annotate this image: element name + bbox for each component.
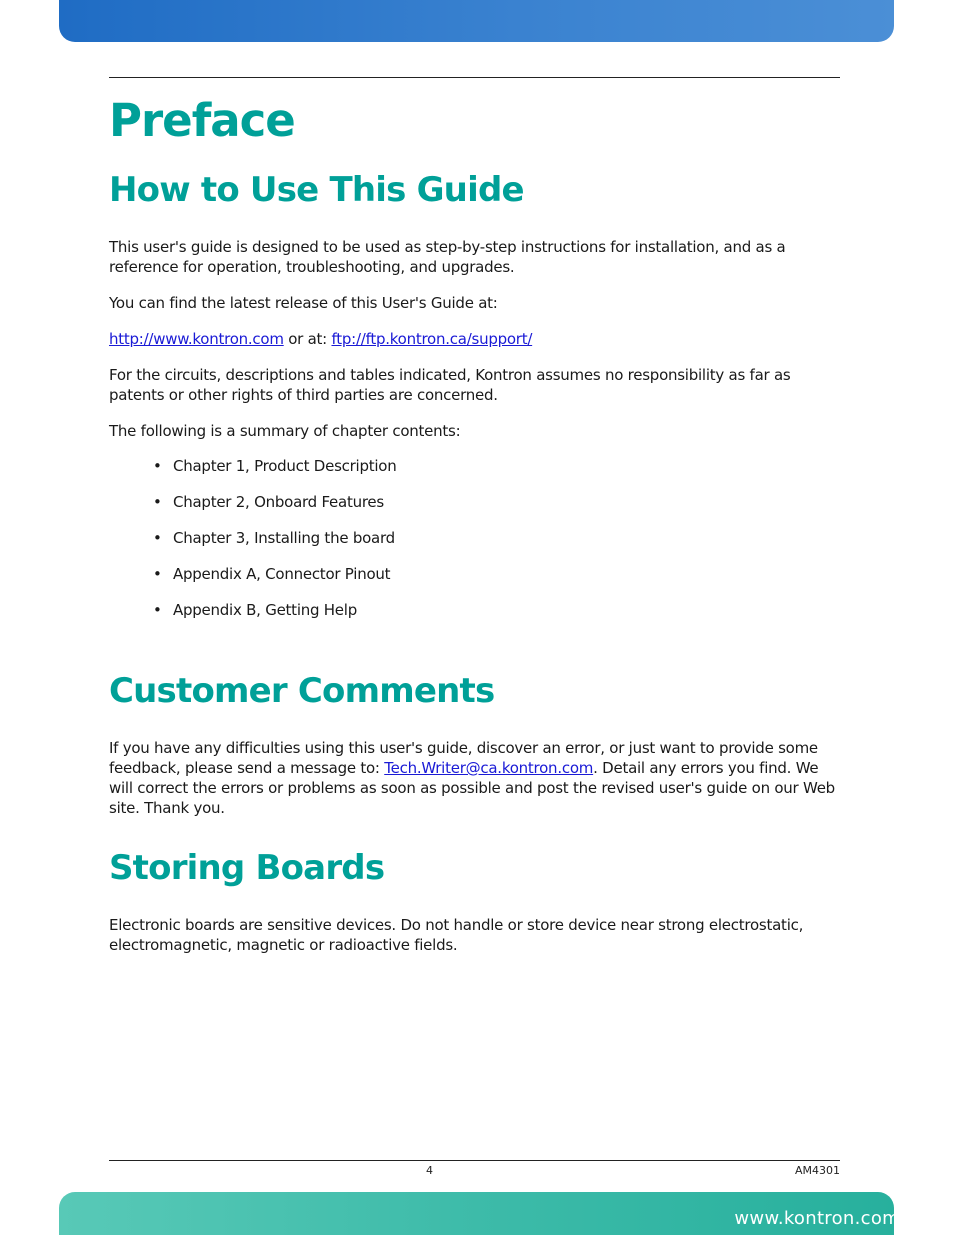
links-paragraph — [109, 329, 844, 349]
page-number: 4 — [426, 1164, 433, 1177]
section-heading-guide: How to Use This Guide — [109, 170, 524, 210]
top-banner — [59, 0, 894, 42]
footer-rule — [109, 1160, 840, 1161]
ftp-support-link[interactable]: ftp://ftp.kontron.ca/support/ — [331, 330, 533, 348]
kontron-website-link[interactable]: http://www.kontron.com — [109, 330, 284, 348]
header-rule — [109, 77, 840, 78]
disclaimer-paragraph: For the circuits, descriptions and tables indicated, Kontron assumes no responsibility as far as patents or other rights of third parties are concerned. — [109, 366, 791, 404]
list-item: • Chapter 1, Product Description — [153, 456, 396, 492]
latest-release-paragraph: You can find the latest release of this User's Guide at: — [109, 294, 498, 312]
list-item: • Appendix B, Getting Help — [153, 600, 396, 636]
guide-intro-paragraph: This user's guide is designed to be used as step-by-step instructions for installation, and as a reference for operation, troubleshooting, and upgrades. — [109, 238, 786, 276]
section-heading-storing: Storing Boards — [109, 848, 385, 888]
document-id: AM4301 — [794, 1164, 840, 1177]
tech-writer-email-link[interactable]: Tech.Writer@ca.kontron.com — [384, 759, 594, 777]
page-title: Preface — [109, 94, 295, 147]
comments-text-before: If you have any difficulties using this user's guide, discover an error, or just want to provide some feedback, please send a message to: — [109, 739, 818, 777]
summary-intro-paragraph: The following is a summary of chapter contents: — [109, 422, 461, 440]
link-separator: or at: — [283, 330, 332, 348]
comments-text-after: . Detail any errors you find. We will correct the errors or problems as soon as possible and post the revised user's guide on our Web site. Thank you. — [109, 759, 835, 817]
comments-paragraph — [109, 738, 844, 818]
chapter-list — [153, 456, 396, 636]
list-item: • Chapter 2, Onboard Features — [153, 492, 396, 528]
storing-paragraph: Electronic boards are sensitive devices. Do not handle or store device near strong electrostatic, electromagnetic, magnetic or radioactive fields. — [109, 916, 804, 954]
footer-site-url[interactable]: www.kontron.com — [734, 1208, 900, 1229]
list-item: • Appendix A, Connector Pinout — [153, 564, 396, 600]
list-item: • Chapter 3, Installing the board — [153, 528, 396, 564]
section-heading-comments: Customer Comments — [109, 671, 495, 711]
